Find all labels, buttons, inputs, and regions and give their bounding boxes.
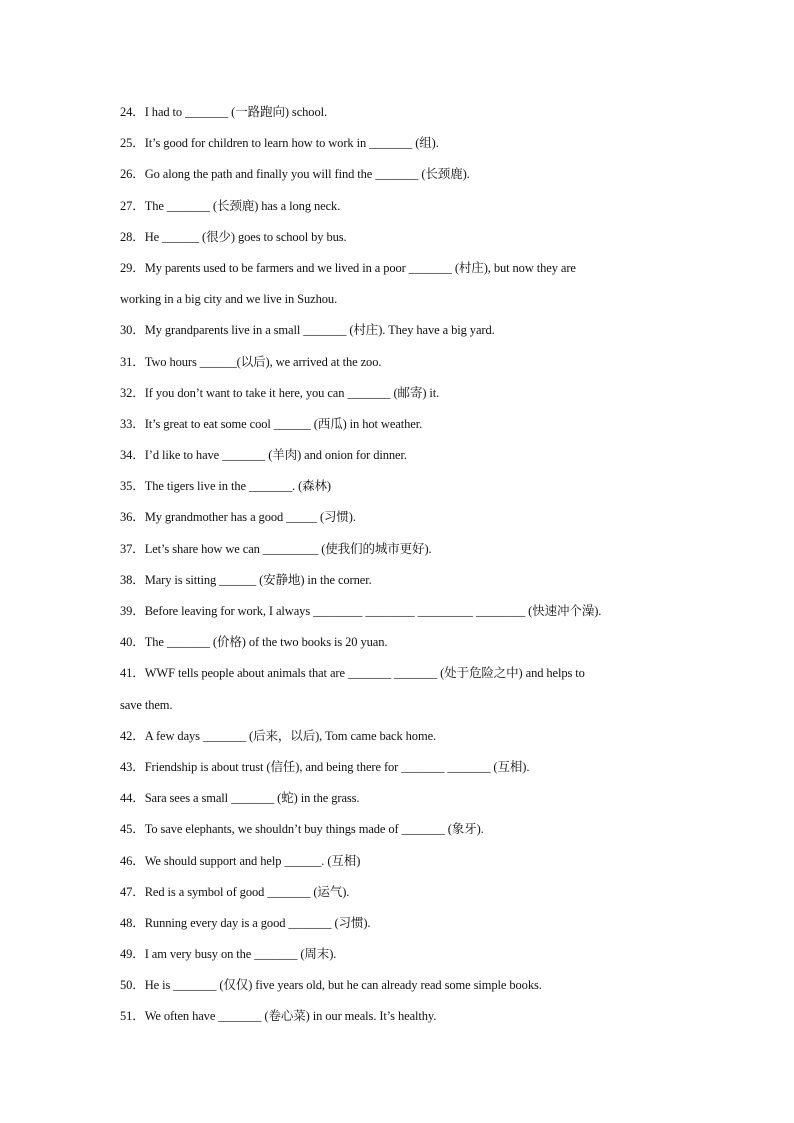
exercise-line: 37．Let’s share how we can _________ (使我们的城市更好). xyxy=(120,541,432,556)
exercise-line: 41．WWF tells people about animals that are _______ _______ (处于危险之中) and helps to xyxy=(120,666,585,681)
exercise-line: 31．Two hours ______(以后), we arrived at the zoo. xyxy=(120,354,382,369)
exercise-line: 47．Red is a symbol of good _______ (运气). xyxy=(120,884,350,899)
exercise-list xyxy=(120,101,680,1037)
exercise-line: 43．Friendship is about trust (信任), and being there for _______ _______ (互相). xyxy=(120,759,530,774)
exercise-line: 40．The _______ (价格) of the two books is 20 yuan. xyxy=(120,635,388,650)
exercise-line: 51．We often have _______ (卷心菜) in our meals. It’s healthy. xyxy=(120,1009,437,1024)
exercise-line: 48．Running every day is a good _______ (习惯). xyxy=(120,915,371,930)
exercise-line: 49．I am very busy on the _______ (周末). xyxy=(120,947,337,962)
exercise-line: 39．Before leaving for work, I always ________ ________ _________ ________ (快速冲个澡). xyxy=(120,604,602,618)
exercise-line: 32．If you don’t want to take it here, you can _______ (邮寄) it. xyxy=(120,385,440,400)
exercise-line: 26．Go along the path and finally you will find the _______ (长颈鹿). xyxy=(120,167,470,182)
exercise-line: 34．I’d like to have _______ (羊肉) and onion for dinner. xyxy=(120,448,407,463)
exercise-line: 27．The _______ (长颈鹿) has a long neck. xyxy=(120,198,341,213)
exercise-line: 36．My grandmother has a good _____ (习惯). xyxy=(120,510,356,525)
exercise-line: 46．We should support and help ______. (互相) xyxy=(120,853,361,868)
exercise-line: 50．He is _______ (仅仅) five years old, but he can already read some simple books. xyxy=(120,978,542,993)
exercise-line: 45．To save elephants, we shouldn’t buy things made of _______ (象牙). xyxy=(120,822,484,837)
exercise-line: 29．My parents used to be farmers and we lived in a poor _______ (村庄), but now they are xyxy=(120,260,576,275)
exercise-line: 35．The tigers live in the _______. (森林) xyxy=(120,479,331,494)
exercise-line: 38．Mary is sitting ______ (安静地) in the corner. xyxy=(120,572,372,587)
exercise-line: 24．I had to _______ (一路跑向) school. xyxy=(120,105,327,119)
exercise-line: 42．A few days _______ (后来，以后), Tom came back home. xyxy=(120,728,437,743)
exercise-line: 44．Sara sees a small _______ (蛇) in the grass. xyxy=(120,791,360,806)
exercise-line: 33．It’s great to eat some cool ______ (西瓜) in hot weather. xyxy=(120,416,423,431)
exercise-line-continuation: save them. xyxy=(120,697,173,712)
exercise-line: 25．It’s good for children to learn how to work in _______ (组). xyxy=(120,136,439,151)
exercise-line-continuation: working in a big city and we live in Suzhou. xyxy=(120,292,338,307)
exercise-line: 28．He ______ (很少) goes to school by bus. xyxy=(120,229,347,244)
exercise-line: 30．My grandparents live in a small _______ (村庄). They have a big yard. xyxy=(120,323,495,338)
